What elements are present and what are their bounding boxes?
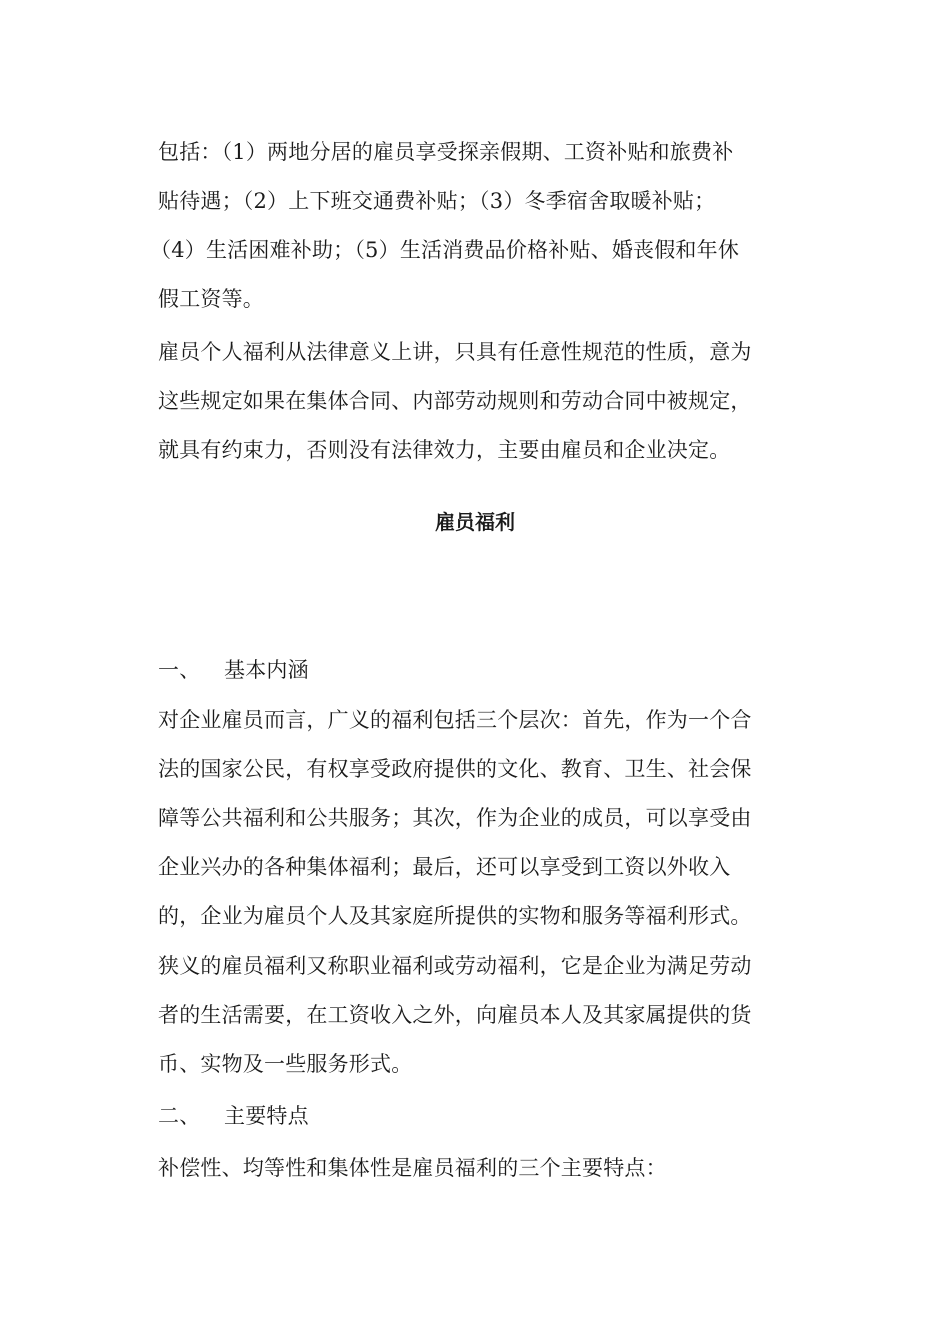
- paragraph-line: 障等公共福利和公共服务；其次，作为企业的成员，可以享受由: [158, 806, 752, 830]
- paragraph-line: 企业兴办的各种集体福利；最后，还可以享受到工资以外收入: [158, 855, 731, 879]
- paragraph-line: 者的生活需要，在工资收入之外，向雇员本人及其家属提供的货: [158, 1003, 752, 1027]
- paragraph-line: 狭义的雇员福利又称职业福利或劳动福利，它是企业为满足劳动: [158, 954, 752, 978]
- paragraph-line: 的，企业为雇员个人及其家庭所提供的实物和服务等福利形式。: [158, 904, 752, 928]
- paragraph-line: 这些规定如果在集体合同、内部劳动规则和劳动合同中被规定，: [158, 389, 752, 413]
- paragraph-line: （4）生活困难补助；（5）生活消费品价格补贴、婚丧假和年休: [150, 238, 740, 262]
- section-number: 一、: [158, 658, 201, 682]
- section-number: 二、: [158, 1104, 201, 1128]
- paragraph-line: 法的国家公民，有权享受政府提供的文化、教育、卫生、社会保: [158, 757, 752, 781]
- paragraph-line: 补偿性、均等性和集体性是雇员福利的三个主要特点：: [158, 1156, 667, 1180]
- paragraph-line: 假工资等。: [158, 287, 264, 311]
- paragraph-line: 对企业雇员而言，广义的福利包括三个层次：首先，作为一个合: [158, 708, 752, 732]
- paragraph-line: 就具有约束力，否则没有法律效力，主要由雇员和企业决定。: [158, 438, 731, 462]
- page-title: 雇员福利: [435, 510, 515, 534]
- section-heading-text: 基本内涵: [224, 658, 309, 682]
- section-heading-2: [158, 1102, 798, 1130]
- paragraph-line: 包括：（1）两地分居的雇员享受探亲假期、工资补贴和旅费补: [158, 140, 734, 164]
- paragraph-line: 雇员个人福利从法律意义上讲，只具有任意性规范的性质，意为: [158, 340, 752, 364]
- section-heading-text: 主要特点: [224, 1104, 309, 1128]
- paragraph-line: 贴待遇；（2）上下班交通费补贴；（3）冬季宿舍取暖补贴；: [158, 189, 716, 213]
- paragraph-line: 币、实物及一些服务形式。: [158, 1052, 413, 1076]
- section-heading-1: [158, 656, 798, 684]
